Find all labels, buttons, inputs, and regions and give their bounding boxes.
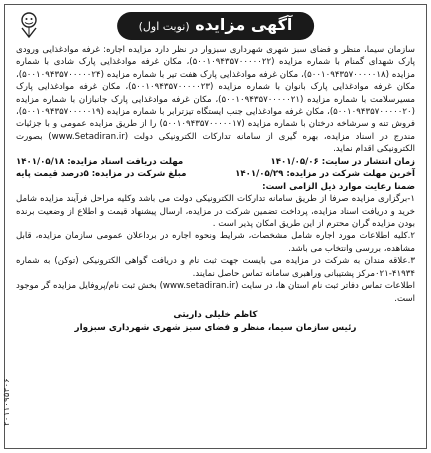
deposit-label: مبلغ شرکت در مزایده:: [91, 169, 187, 180]
body-paragraph: سازمان سیما، منظر و فضای سبز شهری شهرداری سبزوار در نظر دارد مزایده اجاره: غرفه موادغذایی ورودی پارک شهدای گمنام با شماره مزایده (۵۰۰۱۰۹۴۳۵۷۰۰۰۰۰۲۲)، مکان غرفه موادغذایی پارک شادی با شماره مزایده (۵۰۰۱۰۹۴۳۵۷۰۰۰۰۰۱۸)، مکان غرفه موادغذایی پارک هفت تیر با شماره مزایده (۵۰۰۱۰۹۴۳۵۷۰۰۰۰۰۲۴)، مکان غرفه موادغذایی پارک بانوان با شماره مزایده (۵۰۰۱۰۹۴۳۵۷۰۰۰۰۰۲۳)، مکان غرفه موادغذایی پارک مسیرسلامت با شماره مزایده (۵۰۰۱۰۹۴۳۵۷۰۰۰۰۰۲۱)، مکان غرفه موادغذایی پارک جانبازان با شماره مزایده (۵۰۰۱۰۹۴۳۵۷۰۰۰۰۰۲۰)، مکان غرفه موادغذایی جنب ایستگاه تیزترابر با شماره مزایده (۵۰۰۱۰۹۴۳۵۷۰۰۰۰۰۱۹)، فروش تنه و سرشاخه درختان با شماره مزایده (۵۰۰۱۰۹۴۳۵۷۰۰۰۰۰۱۷) را از طریق مزایده عمومی و با جزئیات مندرج در اسناد مزایده، بهره گیری از سامانه تدارکات الکترونیکی دولت (www.Setadiran.ir) بصورت الکترونیکی اقدام نماید.: [16, 45, 415, 155]
title-subtitle: (نوبت اول): [138, 20, 190, 33]
mascot-logo-icon: [14, 10, 44, 40]
publish-date: ۱۴۰۱/۰۵/۰۶: [270, 156, 319, 167]
doc-deadline-label: مهلت دریافت اسناد مزایده:: [67, 156, 184, 167]
deposit-value: ۵درصد قیمت پایه: [16, 169, 89, 180]
note-item-3: ۳.علاقه مندان به شرکت در مزایده می بایست جهت ثبت نام و دریافت گواهی الکترونیکی (توکن) به شماره ۴۱۹۳۴-۰۲۱مرکز پشتیبانی وراهبری سامانه تماس حاصل نمایند.: [16, 256, 415, 279]
note-item-2: ۲.کلیه اطلاعات مورد اجاره شامل مشخصات، شرایط ونحوه اجاره در برداعلان عمومی سازمان مزایده، قابل مشاهده، بررسی وانتخاب می باشد.: [16, 231, 415, 254]
notes-lead: ضمنا رعایت موارد ذیل الزامی است:: [262, 181, 415, 192]
publish-label: زمان انتشار در سایت:: [321, 156, 415, 167]
note-item-1: ۱-برگزاری مزایده صرفا از طریق سامانه تدارکات الکترونیکی دولت می باشد وکلیه مراحل فرآیند مزایده شامل خرید و دریافت اسناد مزایده، پرداخت تضمین شرکت در مزایده، ارسال پیشنهاد قیمت و اطلاع از وضعیت برنده بودن مزایده گران محترم از این طریق امکان پذیر است .: [16, 194, 415, 230]
doc-deadline-date: ۱۴۰۱/۰۵/۱۸: [16, 156, 65, 167]
signatory-title: رئیس سازمان سیما، منظر و فضای سبز شهری شهرداری سبزوار: [74, 322, 357, 333]
header: [6, 8, 425, 44]
title-text: آگهی مزایده: [195, 15, 293, 34]
note-item-4: اطلاعات تماس دفاتر ثبت نام استان ها، در سایت (www.setadiran.ir) بخش ثبت نام/پروفایل مزایده گر موجود است.: [16, 281, 415, 304]
page-title: [117, 12, 315, 40]
signatory-name: کاظم خلیلی داریتی: [173, 309, 258, 320]
border-frame: [4, 4, 427, 449]
submit-deadline-date: ۱۴۰۱/۰۵/۲۹: [235, 169, 284, 180]
side-reference-number: ۲۰۱۱۰۹۵۳۰۶: [2, 378, 11, 427]
submit-deadline-label: آخرین مهلت شرکت در مزایده:: [286, 169, 415, 180]
